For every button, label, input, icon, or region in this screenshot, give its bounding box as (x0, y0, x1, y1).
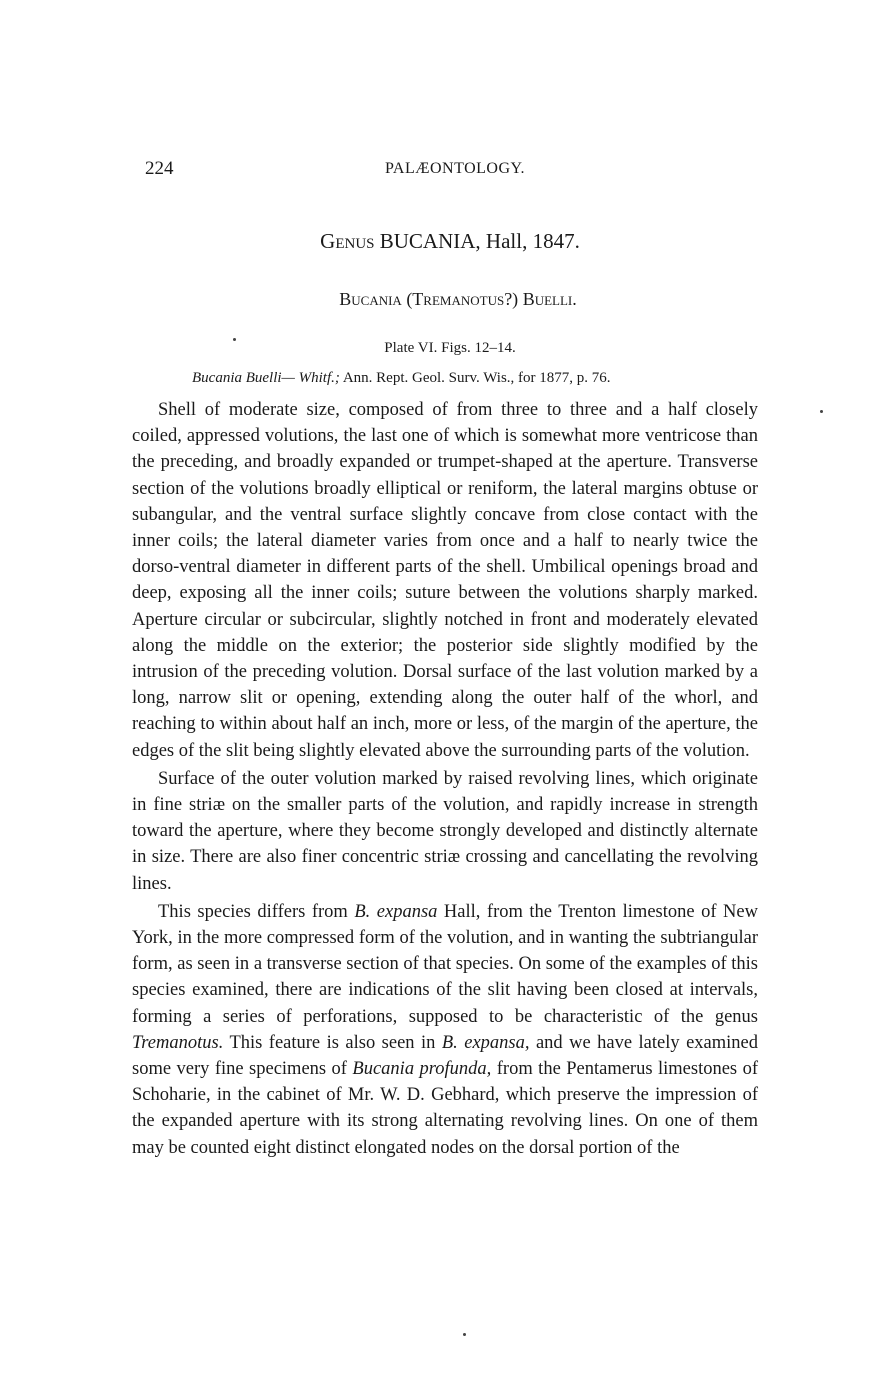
taxon-name: B. expansa, (441, 1032, 530, 1053)
print-speck (463, 1333, 466, 1336)
taxon-name: Tremanotus. (132, 1032, 224, 1053)
taxon-name: B. expansa (354, 901, 438, 922)
paragraph-comparison (132, 899, 758, 1161)
text-run: and we have lately examined some very fine specimens of (132, 1032, 758, 1080)
text-run: This species differs from (158, 901, 355, 922)
genus-name: BUCANIA, Hall, 1847. (379, 229, 580, 253)
body-text (132, 397, 758, 1161)
synonymy-citation (192, 370, 611, 387)
text-run: This feature is also seen in (223, 1032, 442, 1053)
taxon-name: Bucania profunda, (352, 1059, 492, 1080)
species-name: Buelli. (522, 289, 577, 309)
species-genus: Bucania (339, 289, 402, 309)
text-run: Hall, from the Trenton limestone of New York, in the more compressed form of the volution, and in wanting the subtriangular form, as seen in a transverse section of that species. On some of the examples of this species examined, there are indications of the slit having been closed at intervals, forming a series of perforations, supposed to be characteristic of the genus (132, 901, 758, 1027)
running-head: PALÆONTOLOGY. (385, 160, 526, 177)
print-speck (820, 410, 823, 413)
paragraph-description: Shell of moderate size, composed of from three to three and a half closely coiled, appressed volutions, the last one of which is somewhat more ventricose than the preceding, and broadly expanded or trumpet-shaped at the aperture. Transverse section of the volutions broadly elliptical or reniform, the lateral margins obtuse or subangular, and the ventral surface slightly concave from close contact with the inner coils; the lateral diameter varies from once and a half to nearly twice the dorso-ventral diameter in different parts of the shell. Umbilical openings broad and deep, exposing all the inner coils; suture between the volutions sharply marked. Aperture circular or subcircular, slightly notched in front and moderately elevated along the middle on the exterior; the posterior side slightly modified by the intrusion of the preceding volution. Dorsal surface of the last volution marked by a long, narrow slit or opening, extending along the outer half of the whorl, and reaching to within about half an inch, more or less, of the margin of the aperture, the edges of the slit being slightly elevated above the surrounding parts of the volution. (132, 400, 758, 761)
page-header (145, 158, 765, 188)
genus-prefix: Genus (320, 229, 375, 253)
species-heading (0, 289, 872, 310)
genus-heading (0, 229, 872, 254)
text-run: from the Pentamerus limestones of Schoharie, in the cabinet of Mr. W. D. Gebhard, which preserve the impression of the expanded aperture with its strong alternating revolving lines. On one of them may be counted eight distinct elongated nodes on the dorsal portion of the (132, 1059, 758, 1158)
paragraph-surface: Surface of the outer volution marked by raised revolving lines, which originate in fine striæ on the smaller parts of the volution, and rapidly increase in strength toward the aperture, where they become strongly developed and distinctly alternate in size. There are also finer concentric striæ crossing and cancellating the revolving lines. (132, 768, 758, 894)
species-subgenus: (Tremanotus?) (406, 289, 519, 309)
citation-name: Bucania Buelli— Whitf.; (192, 370, 340, 386)
print-speck (233, 338, 236, 341)
plate-reference: Plate VI. Figs. 12–14. (384, 340, 516, 356)
citation-source: Ann. Rept. Geol. Surv. Wis., for 1877, p. 76. (342, 370, 611, 386)
page-number: 224 (145, 158, 174, 179)
